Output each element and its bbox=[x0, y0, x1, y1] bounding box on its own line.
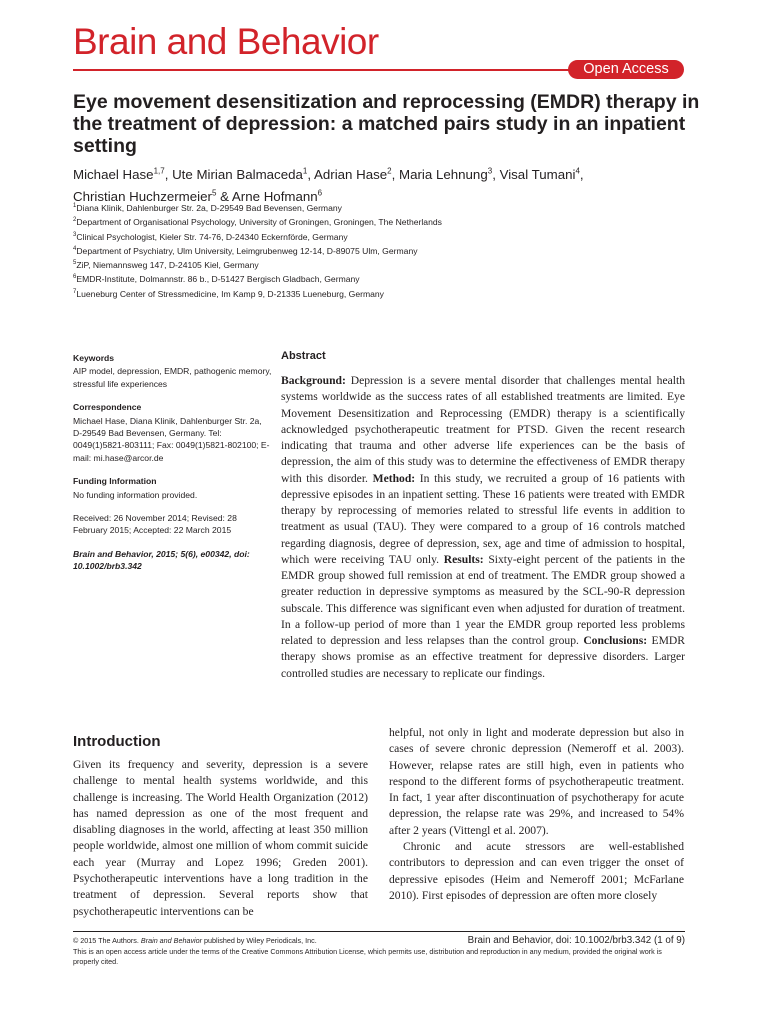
correspondence-block bbox=[73, 401, 273, 464]
affiliation: $^4$Department of Psychiatry, Ulm University, Leimgrubenweg 12-14, D-89075 Ulm, Germany bbox=[73, 245, 418, 256]
citation-text: Brain and Behavior, 2015; 5(6), e00342, doi: 10.1002/brb3.342 bbox=[73, 548, 250, 572]
open-access-badge: Open Access bbox=[568, 60, 684, 79]
body-column-left bbox=[73, 757, 368, 920]
author: Maria Lehnung$^3$, bbox=[399, 167, 500, 183]
keywords-block bbox=[73, 352, 273, 390]
body-paragraph: Chronic and acute stressors are well-established contributors to depression and can even trigger the onset of depressive episodes (Heim and Nemeroff 2001; McFarlane 2010). First episodes of depression are often more closely bbox=[389, 840, 684, 902]
keywords-heading: Keywords bbox=[73, 353, 115, 363]
correspondence-text: Michael Hase, Diana Klinik, Dahlenburger Str. 2a, D-29549 Bad Bevensen, Germany. Tel: 0049(1)5821-803111; Fax: 0049(1)5821-802100; E-mail: mi.hase@arcor.de bbox=[73, 415, 270, 463]
funding-text: No funding information provided. bbox=[73, 489, 198, 500]
footer-running-head: Brain and Behavior, doi: 10.1002/brb3.342 (1 of 9) bbox=[467, 935, 685, 946]
funding-block bbox=[73, 475, 273, 501]
author: Christian Huchzermeier$^5$ & bbox=[73, 188, 232, 204]
footer-rule bbox=[73, 931, 685, 932]
background-label: Background: bbox=[281, 374, 346, 387]
affiliation: $^3$Clinical Psychologist, Kieler Str. 74-76, D-24340 Eckernförde, Germany bbox=[73, 231, 348, 242]
author: Arne Hofmann$^6$ bbox=[231, 188, 323, 204]
author: Visal Tumani$^4$, bbox=[499, 167, 584, 183]
article-title: Eye movement desensitization and reprocessing (EMDR) therapy in the treatment of depression: a matched pairs study in an inpatient setting bbox=[73, 91, 700, 157]
keywords-text: AIP model, depression, EMDR, pathogenic memory, stressful life experiences bbox=[73, 366, 272, 389]
journal-title: Brain and Behavior bbox=[73, 21, 379, 62]
author: Adrian Hase$^2$, bbox=[314, 167, 400, 183]
body-paragraph: Given its frequency and severity, depression is a severe challenge to mental health systems worldwide, and this challenge is increasing. The World Health Organization (2012) has named depression as one of the most frequent and disabling diagnoses in the world, affecting at least 350 million people worldwide, almost one million of whom commit suicide each year (Murray and Lopez 1996; Greden 2001). Psychotherapeutic interventions have a long tradition in the treatment of depression. Several reports show that psychotherapeutic interventions can be bbox=[73, 758, 368, 918]
header-rule bbox=[73, 69, 618, 71]
introduction-heading: Introduction bbox=[73, 733, 161, 750]
results-label: Results: bbox=[443, 552, 484, 566]
conclusions-label: Conclusions: bbox=[583, 634, 648, 647]
funding-heading: Funding Information bbox=[73, 476, 157, 487]
affiliation: $^2$Department of Organisational Psychology, University of Groningen, Groningen, The Netherlands bbox=[73, 217, 442, 228]
article-sidebar bbox=[73, 352, 273, 584]
footer-license: This is an open access article under the terms of the Creative Commons Attribution License, which permits use, distribution and reproduction in any medium, provided the original work is properly cited. bbox=[73, 947, 662, 966]
affiliation: $^5$ZiP, Niemannsweg 147, D-24105 Kiel, Germany bbox=[73, 259, 259, 270]
dates-text: Received: 26 November 2014; Revised: 28 February 2015; Accepted: 22 March 2015 bbox=[73, 513, 237, 536]
affiliation: $^1$Diana Klinik, Dahlenburger Str. 2a, D-29549 Bad Bevensen, Germany bbox=[73, 202, 342, 213]
affiliation: $^6$EMDR-Institute, Dolmannstr. 86 b., D-51427 Bergisch Gladbach, Germany bbox=[73, 274, 360, 285]
author: Ute Mirian Balmaceda$^1$, bbox=[172, 167, 314, 183]
abstract-text: Background: Depression is a severe mental disorder that challenges mental health systems worldwide as the success rates of all established treatments are limited. Eye Movement Desensitization and Reprocessing (EMDR) therapy is a scientifically acknowledged psychotherapeutic treatment for PTSD. Given the recent research indicating that trauma and other adverse life experiences can be the basis of depression, the aim of this study was to determine the effectiveness of EMDR therapy with this disorder. Method: In this study, we recruited a group of 16 patients with depressive episodes in an inpatient setting. These 16 patients were treated with EMDR therapy by reprocessing of memories related to stressful life events in addition to treatment as usual (TAU). They were compared to a group of 16 controls matched regarding diagnosis, degree of depression, sex, age and time of admission to hospital, which were receiving TAU only. Results: Sixty-eight percent of the patients in the EMDR group showed full remission at end of treatment. The EMDR group showed a greater reduction in depressive symptoms as measured by the SCL-90-R depression subscale. This difference was significant even when adjusted for duration of treatment. In a follow-up period of more than 1 year the EMDR group reported less problems related to depression and less relapses than the control group. Conclusions: EMDR therapy shows promise as an effective treatment for depressive disorders. Larger controlled studies are necessary to replicate our findings. bbox=[281, 374, 685, 680]
affiliation-list bbox=[73, 200, 713, 300]
abstract-heading: Abstract bbox=[281, 350, 326, 362]
method-label: Method: bbox=[372, 471, 416, 485]
author: Michael Hase$^{1,7}$, bbox=[73, 167, 173, 183]
footer-copyright: © 2015 The Authors. Brain and Behavior published by Wiley Periodicals, Inc. bbox=[73, 936, 317, 945]
body-paragraph: helpful, not only in light and moderate depression but also in cases of severe chronic depression (Nemeroff et al. 2003). However, relapse rates are still high, even in patients who respond to the different forms of psychotherapeutic treatment. In fact, 1 year after discontinuation of psychotherapy for acute depression, the relapse rate was 29%, and increased to 54% after 2 years (Vittengl et al. 2007). bbox=[389, 726, 684, 837]
body-column-right bbox=[389, 725, 684, 904]
correspondence-heading: Correspondence bbox=[73, 402, 142, 413]
affiliation: $^7$Lueneburg Center of Stressmedicine, Im Kamp 9, D-21335 Lueneburg, Germany bbox=[73, 288, 384, 299]
